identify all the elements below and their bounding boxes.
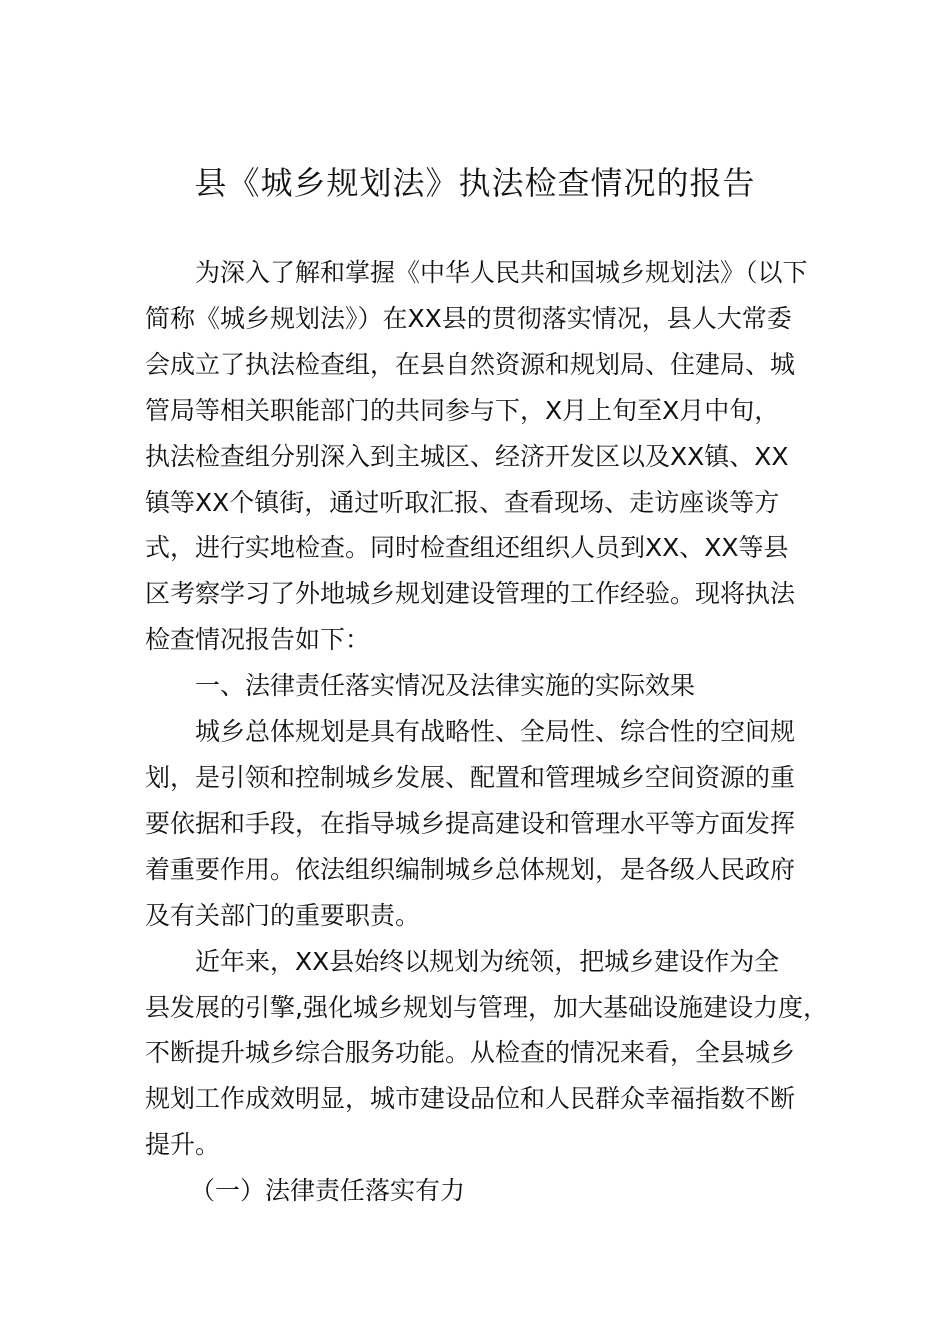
text-line: 式，进行实地检查。同时检查组还组织人员到XX、XX等县 bbox=[145, 533, 789, 563]
text-line: 县发展的引擎,强化城乡规划与管理，加大基础设施建设力度， bbox=[145, 992, 828, 1022]
subsection-heading bbox=[145, 1168, 810, 1214]
paragraph-intro bbox=[145, 250, 810, 663]
text-line: 城乡总体规划是具有战略性、全局性、综合性的空间规 bbox=[195, 717, 796, 747]
text-line: 要依据和手段，在指导城乡提高建设和管理水平等方面发挥 bbox=[145, 808, 796, 838]
text-line: 执法检查组分别深入到主城区、经济开发区以及XX镇、XX bbox=[145, 441, 789, 471]
text-line: 检查情况报告如下： bbox=[145, 625, 371, 655]
text-line: 镇等XX个镇街，通过听取汇报、查看现场、走访座谈等方 bbox=[145, 487, 780, 517]
text-line: 会成立了执法检查组，在县自然资源和规划局、住建局、城 bbox=[145, 349, 796, 379]
text-line: 近年来，XX县始终以规划为统领，把城乡建设作为全 bbox=[195, 946, 780, 976]
text-line: 简称《城乡规划法》）在XX县的贯彻落实情况，县人大常委 bbox=[145, 303, 792, 333]
text-line: 不断提升城乡综合服务功能。从检查的情况来看，全县城乡 bbox=[145, 1038, 796, 1068]
text-line: 着重要作用。依法组织编制城乡总体规划，是各级人民政府 bbox=[145, 854, 796, 884]
text-line: 为深入了解和掌握《中华人民共和国城乡规划法》（以下 bbox=[195, 258, 808, 287]
text-line: 划，是引领和控制城乡发展、配置和管理城乡空间资源的重 bbox=[145, 762, 796, 792]
paragraph-planning bbox=[145, 709, 810, 939]
text-line: 提升。 bbox=[145, 1130, 221, 1160]
paragraph-recent-years bbox=[145, 939, 828, 1169]
text-line: 规划工作成效明显，城市建设品位和人民群众幸福指数不断 bbox=[145, 1084, 796, 1114]
text-line: 区考察学习了外地城乡规划建设管理的工作经验。现将执法 bbox=[145, 579, 796, 609]
document-body bbox=[145, 250, 828, 1214]
section-heading bbox=[145, 663, 810, 709]
text-line: 管局等相关职能部门的共同参与下，X月上旬至X月中旬， bbox=[145, 395, 780, 425]
text-line: 及有关部门的重要职责。 bbox=[145, 900, 421, 930]
document-title: 县《城乡规划法》执法检查情况的报告 bbox=[194, 164, 756, 202]
text-line: 一、法律责任落实情况及法律实施的实际效果 bbox=[195, 671, 696, 701]
text-line: （一）法律责任落实有力 bbox=[190, 1176, 466, 1206]
